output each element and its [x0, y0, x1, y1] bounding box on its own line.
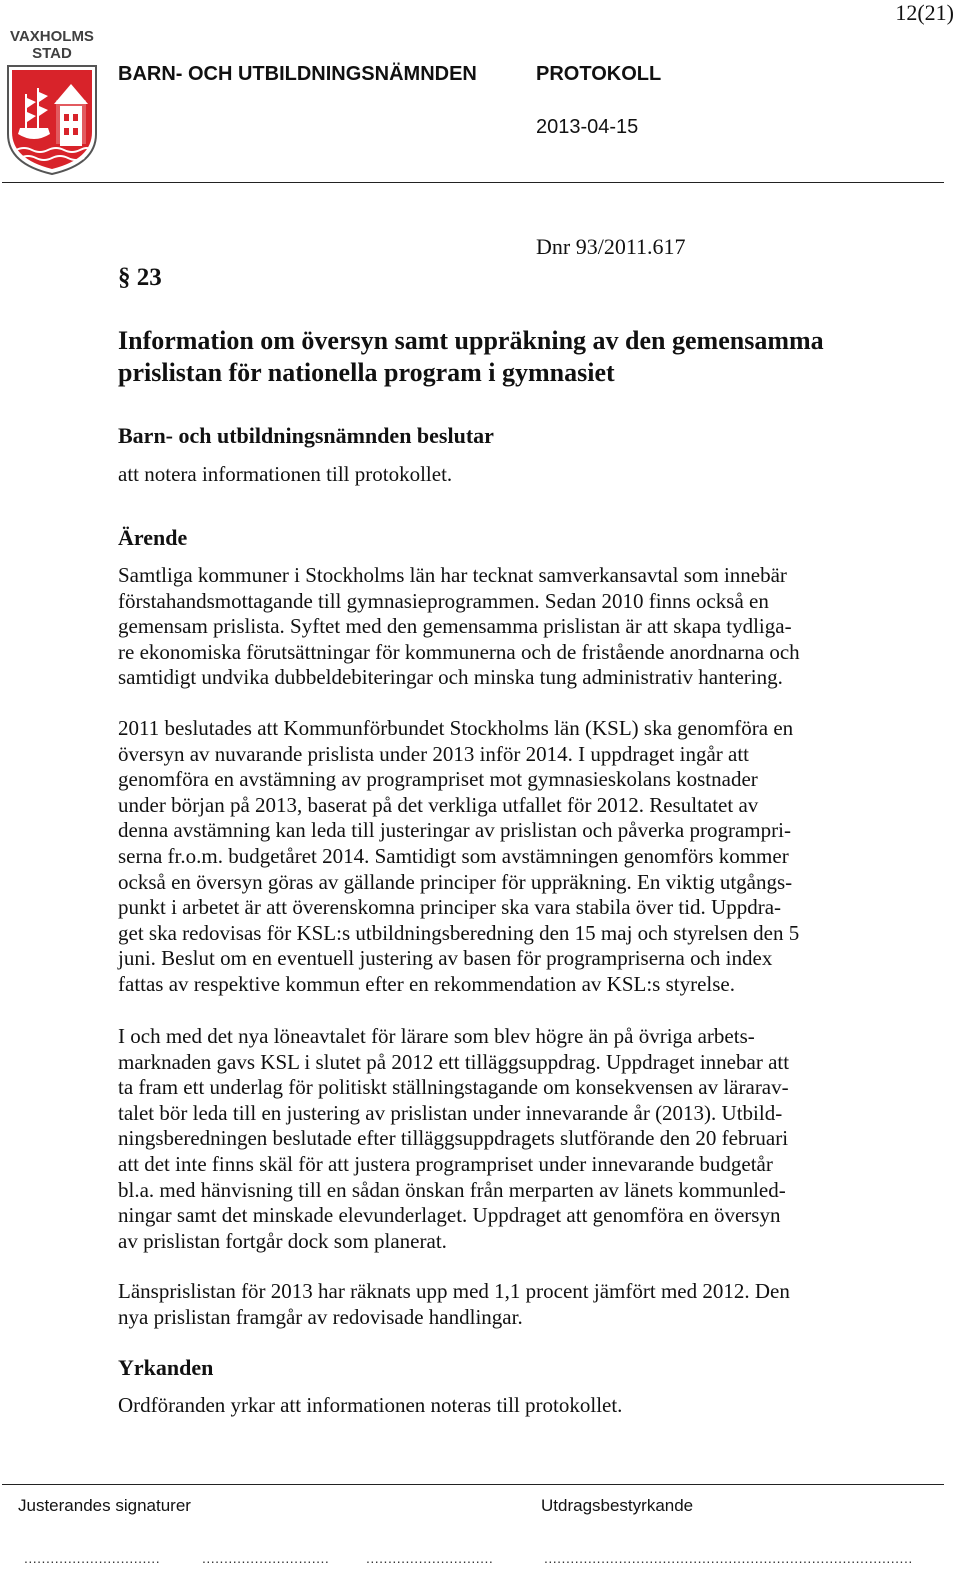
text-line: talet bör leda till en justering av prislistan under innevarande år (2013). Utbild-	[118, 1100, 783, 1125]
body-paragraph	[118, 563, 893, 691]
signature-line: ...............................	[24, 1550, 161, 1566]
meeting-date: 2013-04-15	[536, 116, 639, 138]
text-line: denna avstämning kan leda till justeringar av prislistan och påverka programpri-	[118, 818, 791, 843]
decision-heading: Barn- och utbildningsnämnden beslutar	[118, 423, 494, 448]
coat-of-arms-icon	[4, 64, 100, 176]
title-line: Information om översyn samt uppräkning av den gemensamma	[118, 326, 824, 355]
title-line: prislistan för nationella program i gymnasiet	[118, 358, 615, 387]
text-line: bl.a. med hänvisning till en sådan önskan från merparten av länets kommunled-	[118, 1177, 786, 1202]
paragraph-number: § 23	[118, 264, 162, 291]
text-line: marknaden gavs KSL i slutet på 2012 ett tilläggsuppdrag. Uppdraget innebar att	[118, 1049, 790, 1074]
signature-line: .............................	[202, 1550, 330, 1566]
text-line: punkt i arbetet är att överenskomna principer ska vara stabila över tid. Uppdra-	[118, 895, 782, 920]
page-number: 12(21)	[895, 0, 954, 25]
text-line: gemensam prislista. Syftet med den gemensamma prislistan är att skapa tydliga-	[118, 614, 792, 639]
text-line: ningsberedningen beslutade efter tilläggsuppdragets slutförande den 20 februari	[118, 1126, 789, 1151]
text-line: nya prislistan framgår av redovisade handlingar.	[118, 1304, 523, 1329]
logo-text-line2: STAD	[32, 45, 72, 62]
decision-text: att notera informationen till protokollet.	[118, 462, 453, 486]
text-line: fattas av respektive kommun efter en rekommendation av KSL:s styrelse.	[118, 971, 735, 996]
text-line: ningar samt det minskade elevunderlaget. Uppdraget att genomföra en översyn	[118, 1203, 781, 1228]
body-paragraph	[118, 1024, 893, 1254]
matter-heading: Ärende	[118, 525, 188, 550]
certification-label: Utdragsbestyrkande	[541, 1496, 694, 1515]
signatures-label: Justerandes signaturer	[18, 1496, 191, 1515]
text-line: re ekonomiska förutsättningar för kommunerna och de fristående anordnarna och	[118, 639, 800, 664]
registration-number: Dnr 93/2011.617	[536, 234, 686, 259]
text-line: I och med det nya löneavtalet för lärare som blev högre än på övriga arbets-	[118, 1024, 755, 1048]
text-line: Samtliga kommuner i Stockholms län har tecknat samverkansavtal som innebär	[118, 563, 787, 587]
text-line: under början på 2013, baserat på det verkliga utfallet för 2012. Resultatet av	[118, 792, 759, 817]
text-line: juni. Beslut om en eventuell justering av basen för programpriserna och index	[118, 946, 773, 971]
text-line: serna fr.o.m. budgetåret 2014. Samtidigt som avstämningen genomförs kommer	[118, 843, 789, 868]
claims-text: Ordföranden yrkar att informationen noteras till protokollet.	[118, 1393, 623, 1417]
municipality-logo	[4, 28, 100, 174]
text-line: get ska redovisas för KSL:s utbildningsberedning den 15 maj och styrelsen den 5	[118, 920, 800, 945]
body-paragraph	[118, 716, 893, 998]
header-divider	[2, 182, 944, 183]
text-line: ta fram ett underlag för politiskt ställningstagande om konsekvensen av lärarav-	[118, 1075, 789, 1100]
logo-text-line1: VAXHOLMS	[10, 28, 94, 45]
text-line: att det inte finns skäl för att justera programpriset under innevarande budgetår	[118, 1151, 773, 1176]
signature-line: .............................	[366, 1550, 494, 1566]
text-line: 2011 beslutades att Kommunförbundet Stockholms län (KSL) ska genomföra en	[118, 716, 794, 740]
committee-name: BARN- OCH UTBILDNINGSNÄMNDEN	[118, 63, 477, 85]
certification-line: ....................................................................................	[544, 1550, 913, 1566]
document-type: PROTOKOLL	[536, 63, 662, 85]
text-line: samtidigt undvika dubbeldebiteringar och minska tung administrativ hantering.	[118, 665, 783, 690]
text-line: av prislistan fortgår dock som planerat.	[118, 1228, 447, 1253]
text-line: förstahandsmottagande till gymnasieprogrammen. Sedan 2010 finns också en	[118, 588, 769, 613]
text-line: översyn av nuvarande prislista under 2013 inför 2014. I uppdraget ingår att	[118, 741, 749, 766]
claims-heading: Yrkanden	[118, 1355, 214, 1380]
footer-divider	[2, 1484, 944, 1485]
text-line: också en översyn göras av gällande principer för uppräkning. En viktig utgångs-	[118, 869, 793, 894]
section-title	[118, 325, 918, 389]
text-line: genomföra en avstämning av programpriset mot gymnasieskolans kostnader	[118, 767, 758, 792]
text-line: Länsprislistan för 2013 har räknats upp med 1,1 procent jämfört med 2012. Den	[118, 1279, 790, 1303]
body-paragraph	[118, 1279, 893, 1330]
